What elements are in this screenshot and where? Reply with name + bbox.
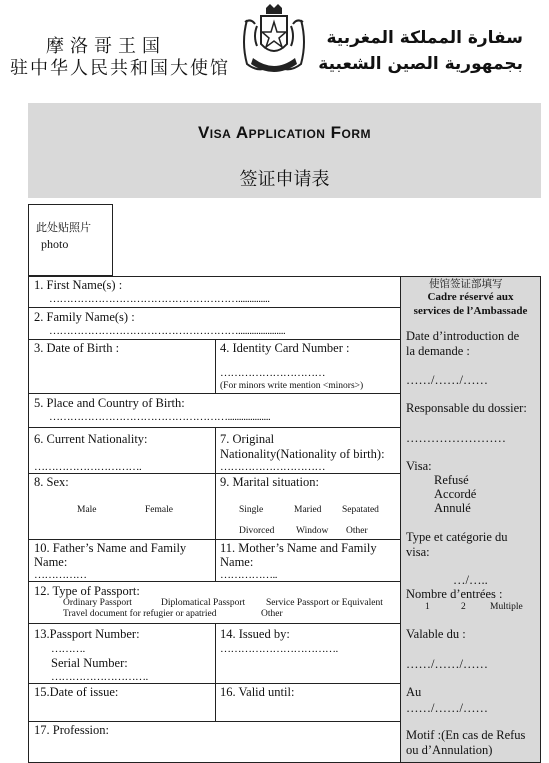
marital-option-widow[interactable]: Window	[296, 526, 329, 536]
visa-label: Visa:	[406, 459, 432, 473]
intro-date-label: Date d’introduction de	[406, 329, 520, 343]
mother-name-label: 11. Mother’s Name and Family	[220, 541, 377, 555]
embassy-name-ar: سفارة المملكة المغربية	[326, 28, 523, 48]
form-title-en: Visa Application Form	[197, 123, 372, 142]
entries-label: Nombre d’entrées :	[406, 587, 503, 601]
visa-type-label: Type et catégorie du	[406, 530, 508, 544]
passport-number-label: 13.Passport Number:	[34, 627, 140, 641]
visa-type-field[interactable]: …/…..	[453, 573, 488, 587]
profession-label: 17. Profession:	[34, 723, 109, 737]
sex-option-female[interactable]: Female	[145, 505, 173, 515]
valid-to-field[interactable]: ……/……/……	[406, 701, 488, 715]
valid-to-label: Au	[406, 685, 422, 699]
marital-option-single[interactable]: Single	[239, 505, 264, 515]
sex-label: 8. Sex:	[34, 475, 69, 489]
visa-type-label-2: visa:	[406, 545, 430, 559]
marital-situation-label: 9. Marital situation:	[220, 475, 319, 489]
responsable-label: Responsable du dossier:	[406, 401, 527, 415]
family-name-field[interactable]: ……………………………………………….....................	[49, 325, 286, 337]
sex-option-male[interactable]: Male	[77, 505, 97, 515]
mother-name-label-2: Name:	[220, 555, 254, 569]
form-title-zh: 签证申请表	[239, 169, 330, 190]
visa-option-accorde[interactable]: Accordé	[434, 487, 477, 501]
first-name-field[interactable]: ………………………………………………..............	[49, 293, 270, 305]
mother-name-field[interactable]: ……………..	[220, 569, 277, 581]
id-card-label: 4. Identity Card Number :	[220, 341, 350, 355]
valid-from-label: Valable du :	[406, 627, 466, 641]
passport-option-ordinary[interactable]: Ordinary Passport	[63, 598, 132, 608]
passport-option-travel-document[interactable]: Travel document for refugier or apatried	[63, 609, 217, 619]
valid-until-label: 16. Valid until:	[220, 685, 295, 699]
valid-from-field[interactable]: ……/……/……	[406, 657, 488, 671]
family-name-label: 2. Family Name(s) :	[34, 310, 135, 324]
father-name-label: 10. Father’s Name and Family	[34, 541, 187, 555]
passport-option-service[interactable]: Service Passport or Equivalent	[266, 598, 383, 608]
father-name-field[interactable]: ……………	[34, 569, 87, 581]
serial-number-field[interactable]: ……………………….	[51, 671, 148, 683]
motif-label: Motif :(En cas de Refus	[406, 728, 526, 742]
application-form	[28, 276, 401, 763]
photo-label-en: photo	[41, 237, 69, 251]
father-name-label-2: Name:	[34, 555, 68, 569]
original-nationality-label-2: Nationality(Nationality of birth):	[220, 447, 385, 461]
place-of-birth-field[interactable]: ……………………………………………...................	[49, 411, 271, 423]
motif-label-2: ou d’Annulation)	[406, 743, 493, 757]
embassy-use-title-2: services de l’Ambassade	[413, 305, 528, 317]
issued-by-field[interactable]: …………………………….	[220, 643, 338, 655]
date-of-birth-label: 3. Date of Birth :	[34, 341, 120, 355]
intro-date-label-2: la demande :	[406, 344, 470, 358]
entries-option-2[interactable]: 2	[461, 602, 466, 612]
visa-option-refuse[interactable]: Refusé	[434, 473, 469, 487]
marital-option-other[interactable]: Other	[346, 526, 368, 536]
issued-by-label: 14. Issued by:	[220, 627, 290, 641]
photo-box[interactable]	[28, 204, 113, 276]
date-of-issue-label: 15.Date of issue:	[34, 685, 119, 699]
entries-option-1[interactable]: 1	[425, 602, 430, 612]
marital-option-married[interactable]: Maried	[294, 505, 322, 515]
original-nationality-field[interactable]: …………………………	[220, 461, 325, 473]
embassy-use-panel	[400, 276, 541, 763]
embassy-country-zh: 驻中华人民共和国大使馆	[10, 58, 230, 79]
photo-label-zh: 此处贴照片	[36, 221, 91, 234]
intro-date-field[interactable]: ……/……/……	[406, 373, 488, 387]
passport-option-diplomatic[interactable]: Diplomatical Passport	[161, 598, 246, 608]
nationality-field[interactable]: ………………………….	[34, 461, 142, 473]
embassy-country-ar: بجمهورية الصين الشعبية	[318, 54, 523, 74]
marital-option-separated[interactable]: Sepatated	[342, 505, 379, 515]
minors-note: (For minors write mention <minors>)	[220, 381, 364, 391]
visa-option-annule[interactable]: Annulé	[434, 501, 471, 515]
embassy-name-zh: 摩洛哥王国	[46, 36, 166, 57]
passport-type-label: 12. Type of Passport:	[34, 584, 140, 598]
responsable-field[interactable]: ……………………	[406, 431, 506, 445]
embassy-use-zh: 使馆签证部填写	[429, 278, 503, 290]
moroccan-coat-of-arms-icon	[237, 2, 311, 78]
passport-number-field[interactable]: ……….	[51, 643, 85, 655]
marital-option-divorced[interactable]: Divorced	[239, 526, 275, 536]
entries-option-multiple[interactable]: Multiple	[490, 602, 523, 612]
id-card-field[interactable]: …………………………	[220, 367, 325, 379]
embassy-use-title: Cadre réservé aux	[427, 291, 514, 303]
nationality-label: 6. Current Nationality:	[34, 432, 148, 446]
place-of-birth-label: 5. Place and Country of Birth:	[34, 396, 185, 410]
first-name-label: 1. First Name(s) :	[34, 278, 123, 292]
serial-number-label: Serial Number:	[51, 656, 128, 670]
original-nationality-label: 7. Original	[220, 432, 275, 446]
title-band	[28, 103, 541, 198]
passport-option-other[interactable]: Other	[261, 609, 283, 619]
